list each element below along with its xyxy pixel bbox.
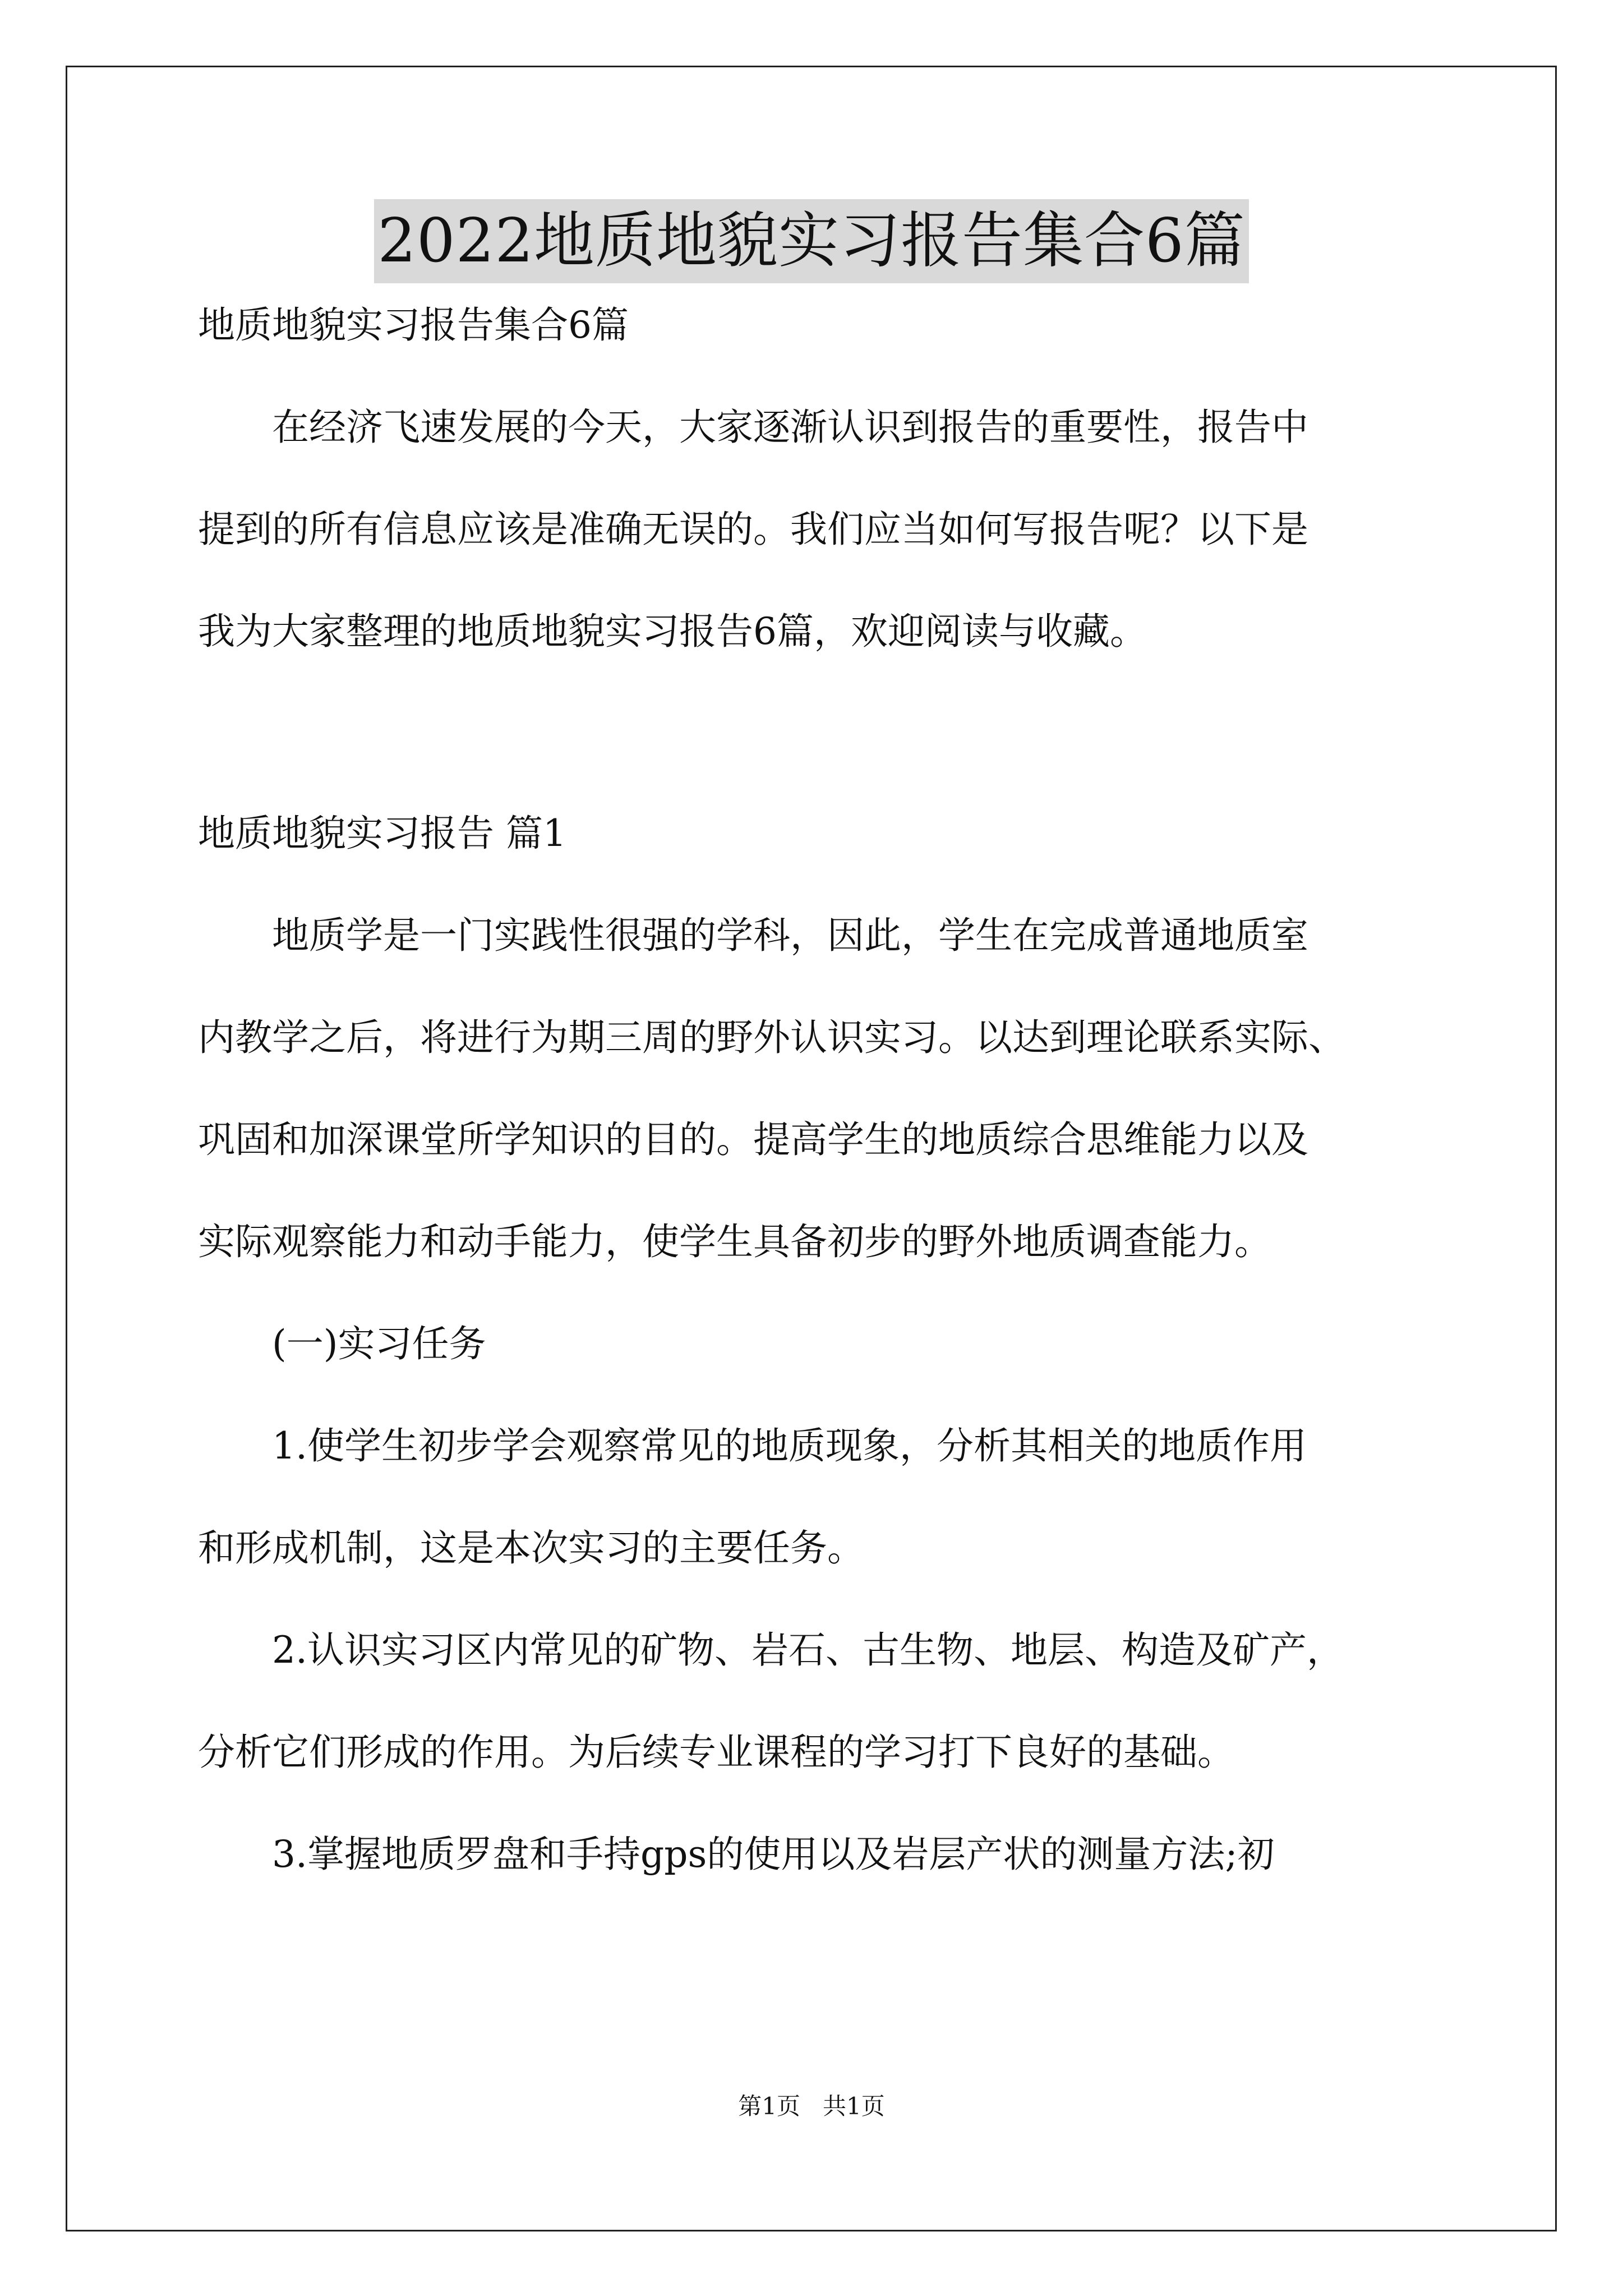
paragraph-line: 实际观察能力和动手能力，使学生具备初步的野外地质调查能力。 xyxy=(198,1220,1271,1263)
paragraph-line: 地质学是一门实践性很强的学科，因此，学生在完成普通地质室 xyxy=(272,914,1308,957)
paragraph-line: 1.使学生初步学会观察常见的地质现象，分析其相关的地质作用 xyxy=(272,1424,1307,1467)
document-body xyxy=(198,300,1432,1880)
title-container xyxy=(0,199,1623,283)
document-title: 2022地质地貌实习报告集合6篇 xyxy=(374,199,1249,283)
paragraph-line: 提到的所有信息应该是准确无误的。我们应当如何写报告呢？以下是 xyxy=(198,508,1308,551)
paragraph-line: 在经济飞速发展的今天，大家逐渐认识到报告的重要性，报告中 xyxy=(272,406,1308,449)
paragraph-line: 和形成机制，这是本次实习的主要任务。 xyxy=(198,1526,864,1570)
subtitle-line: 地质地貌实习报告集合6篇 xyxy=(198,303,629,347)
paragraph-line: 内教学之后，将进行为期三周的野外认识实习。以达到理论联系实际、 xyxy=(198,1016,1345,1059)
section-heading: 地质地貌实习报告 篇1 xyxy=(198,812,566,855)
paragraph-line: 2.认识实习区内常见的矿物、岩石、古生物、地层、构造及矿产， xyxy=(272,1628,1344,1672)
paragraph-line: 分析它们形成的作用。为后续专业课程的学习打下良好的基础。 xyxy=(198,1731,1234,1774)
subsection-heading: (一)实习任务 xyxy=(272,1322,486,1365)
paragraph-line: 我为大家整理的地质地貌实习报告6篇，欢迎阅读与收藏。 xyxy=(198,610,1147,653)
paragraph-line: 3.掌握地质罗盘和手持gps的使用以及岩层产状的测量方法;初 xyxy=(272,1833,1275,1876)
page-footer: 第1页 共1页 xyxy=(738,2092,885,2120)
paragraph-line: 巩固和加深课堂所学知识的目的。提高学生的地质综合思维能力以及 xyxy=(198,1118,1308,1161)
